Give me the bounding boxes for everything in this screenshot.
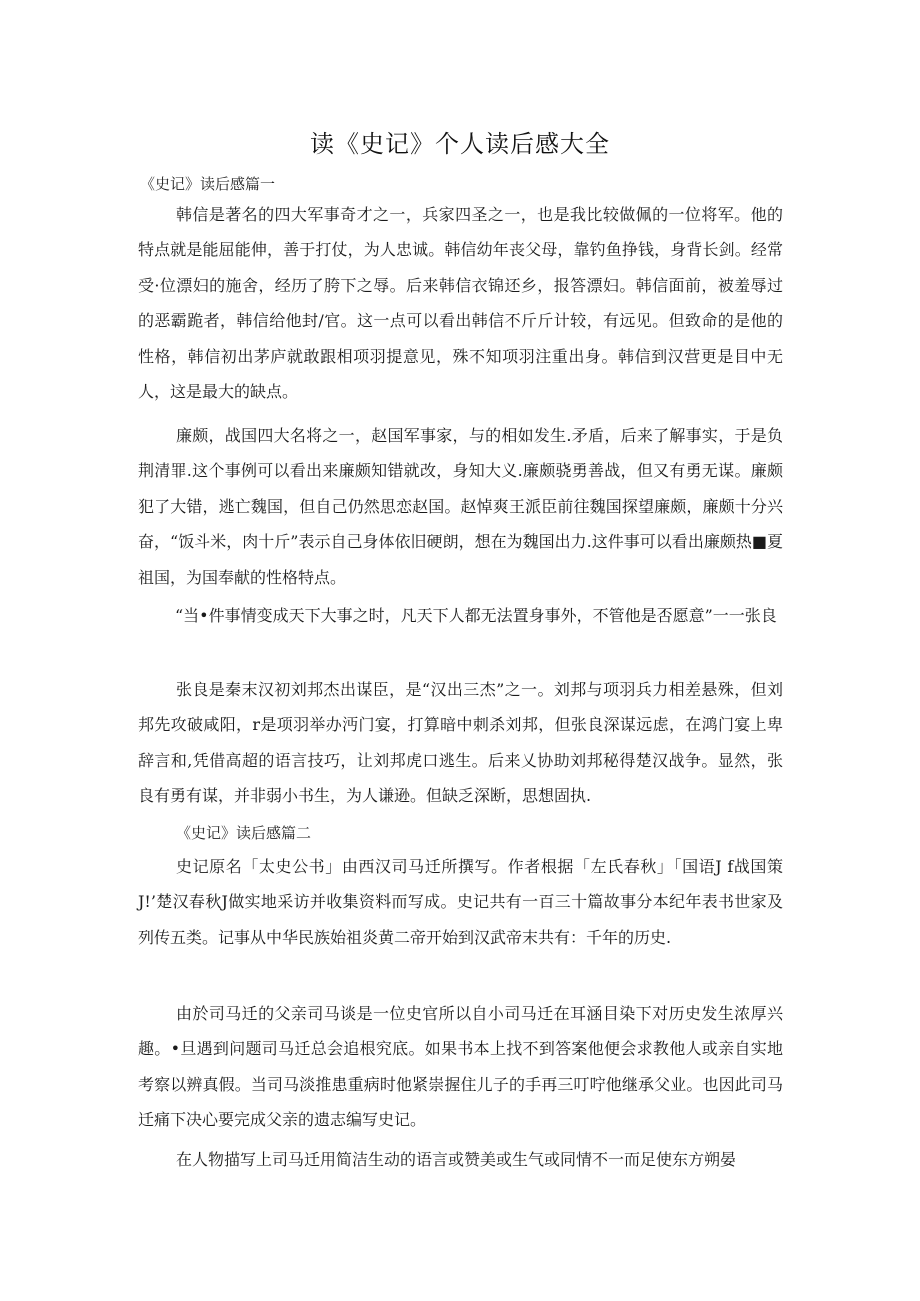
quote-zhangliang: “当•件事情变成天下大事之时，凡天下人都无法置身事外，不管他是否愿意”一一张良	[175, 606, 777, 625]
document-title: 读《史记》个人读后感大全	[310, 130, 610, 158]
paragraph-zhangliang: 张良是秦末汉初刘邦杰出谋臣，是“汉出三杰”之一。刘邦与项羽兵力相差悬殊，但刘邦先攻破咸阳，r是项羽举办沔门宴，打算暗中刺杀刘邦，但张良深谋远虑，在鸿门宴上卑辞言和,凭借高超的语言技巧，让刘邦虎口逃生。后来乂协助刘邦秘得楚汉战争。显然，张良有勇有谋，并非弱小书生，为人谦逊。但缺乏深断，思想固执.	[138, 680, 783, 806]
section-heading-1: 《史记》读后感篇一	[140, 175, 276, 193]
section-heading-2: 《史记》读后感篇二	[176, 824, 312, 842]
paragraph-shiji-intro: 史记原名「太史公书」由西汉司马迁所撰写。作者根据「左氏春秋」「国语J f战国策J!’楚汉春秋J做实地采访并收集资料而写成。史记共有一百三十篇故事分本纪年表书世家及列传五类。记事从中华民族始祖炎黄二帝开始到汉武帝末共有：千年的历史.	[138, 857, 783, 947]
paragraph-hanxin: 韩信是著名的四大军事奇才之一，兵家四圣之一，也是我比较做佩的一位将军。他的特点就是能屈能伸，善于打仗，为人忠诚。韩信幼年丧父母，靠钓鱼挣钱，身背长剑。经常受·位漂妇的施舍，经历了胯下之辱。后来韩信衣锦还乡，报答漂妇。韩信面前，被羞辱过的恶霸跪者，韩信给他封/官。这一点可以看出韩信不斤斤计较，有远见。但致命的是他的性格，韩信初出茅庐就敢跟相项羽提意见，殊不知项羽注重出身。韩信到汉营更是目中无人，这是最大的缺点。	[138, 205, 783, 402]
paragraph-characters: 在人物描写上司马迁用简洁生动的语言或赞美或生气或同情不一而足使东方朔晏	[176, 1150, 737, 1169]
paragraph-simaqian: 由於司马迁的父亲司马谈是一位史官所以自小司马迁在耳涵目染下对历史发生浓厚兴趣。•旦遇到问题司马迁总会追根究底。如果书本上找不到答案他便会求教他人或亲自实地考察以辨真假。当司马淡推患重病时他紧崇握住儿子的手再三叮咛他继承父业。也因此司马迁痛下决心要完成父亲的遗志编写史记。	[138, 1004, 783, 1130]
paragraph-lianpo: 廉颇，战国四大名将之一，赵国军事家，与的相如发生.矛盾，后来了解事实，于是负荆清罪.这个事例可以看出来廉颇知错就改，身知大义.廉颇骁勇善战，但又有勇无谋。廉颇犯了大错，逃亡魏国，但自己仍然思恋赵国。赵悼爽王派臣前往魏国探望廉颇，廉颇十分兴奋，“饭斗米，肉十斤”表示自己身体依旧硬朗，想在为魏国出力.这件事可以看出廉颇热■夏祖国，为国奉献的性格特点。	[138, 426, 783, 587]
